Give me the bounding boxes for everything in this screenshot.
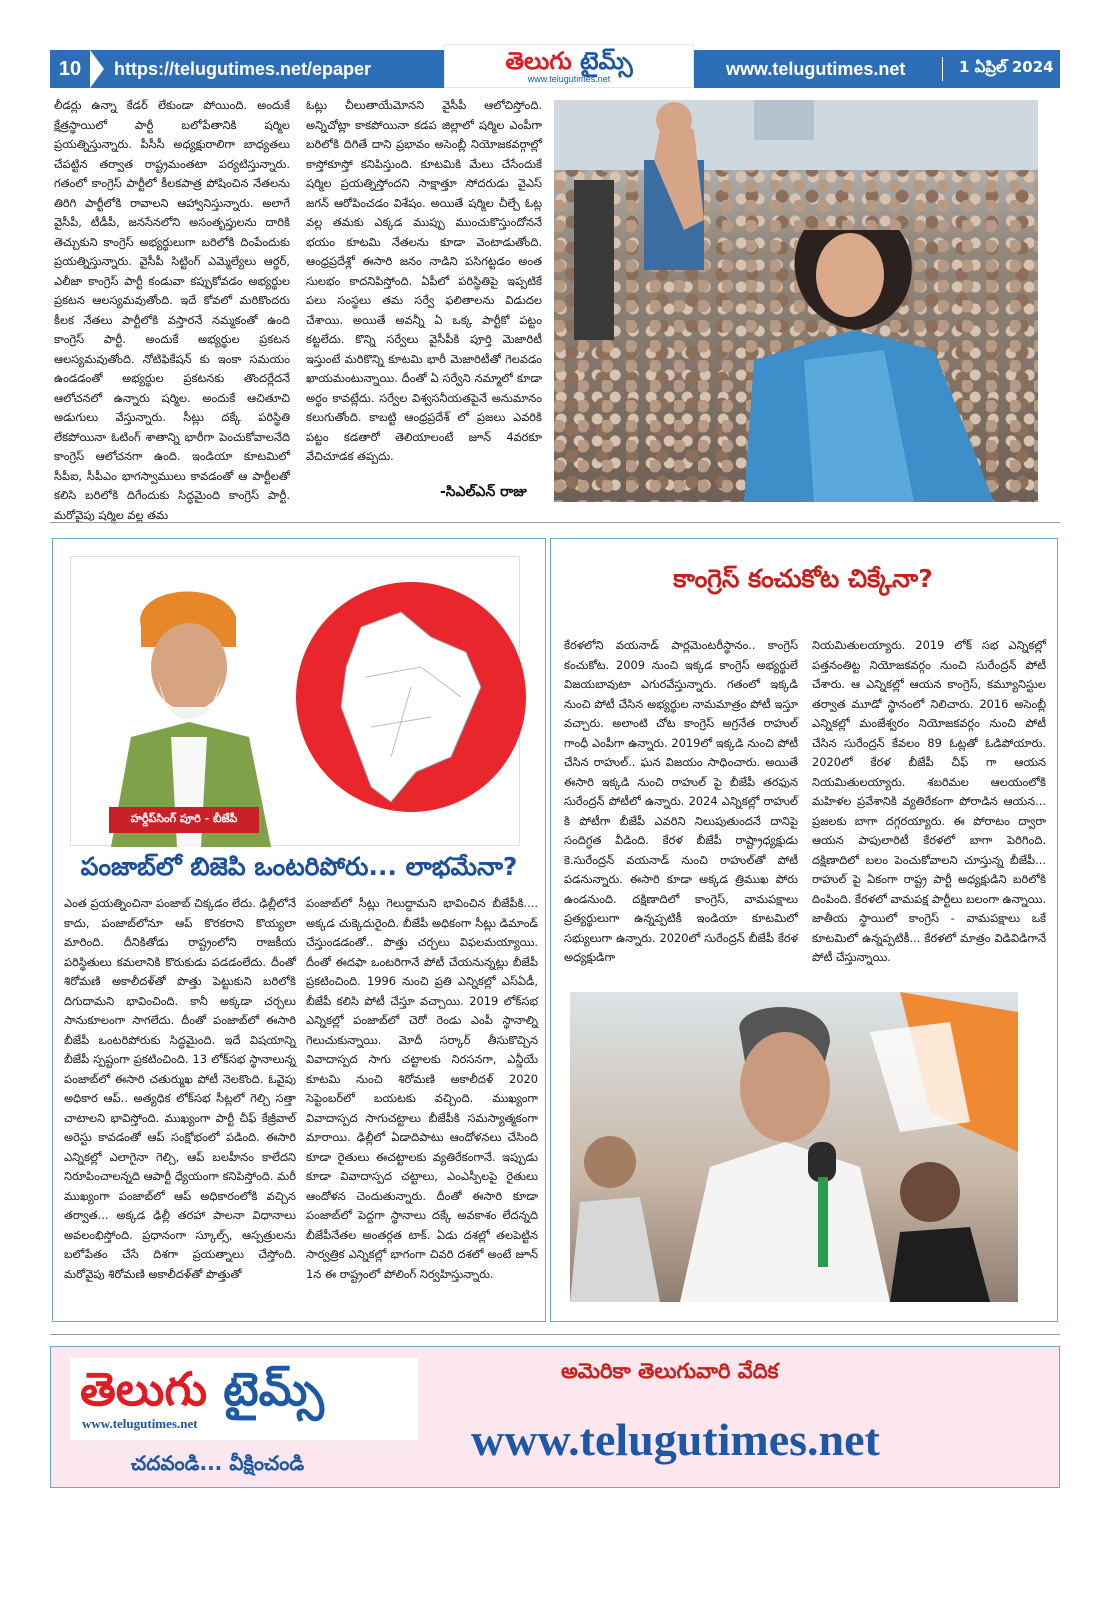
top-article-col2: ఓట్లు చీలుతాయేమోనని వైసీపీ ఆలోచిస్తోంది. అన్నిచోట్లా కాకపోయినా కడప జిల్లాలో షర్మిల ఎంపీగా బరిలోకి దిగితే దాని ప్రభావం అసెంబ్లీ నియోజకవర్గాల్లో కాస్తోకూస్తో కనిపిస్తుంది. కూటమికి మేలు చేసేందుకే షర్మిల ప్రయత్నిస్తోందని సాక్షాత్తూ సోదరుడు వైఎస్ జగన్ ఆరోపించడం విశేషం. అయితే షర్మిల చీల్చే ఓట్ల వల్ల తమకు ఎక్కడ ముప్పు ముంచుకొస్తుందోననే భయం కూటమి నేతలను కూడా వెంటాడుతోంది. ఆంధ్రప్రదేశ్లో ఈసారి జనం నాడిని పసిగట్టడం అంత సులభం కాదనిపిస్తోంది. ఏపీలో పరిస్థితిపై ఇప్పటికే పలు సంస్థలు తమ సర్వే ఫలితాలను విడుదల చేశాయి. అయితే అవన్నీ ఏ ఒక్క పార్టీకో పట్టం కట్టలేదు. కొన్ని సర్వేలు వైసీపీకి పూర్తి మెజారిటీ ఇస్తుంటే మరికొన్ని కూటమి భారీ మెజారిటీతో గెలవడం ఖాయమంటున్నాయి. దీంతో ఏ సర్వేని నమ్మాలో కూడా అర్థం కావట్లేదు. సర్వేల విశ్వసనీయతపైనే అనుమానం కలుగుతోంది. కాబట్టి ఆంధ్రప్రదేశ్ లో ప్రజలు ఎవరికి పట్టం కడతారో తెలియాలంటే జూన్ 4వరకూ వేచిచూడక తప్పదు. bbox=[306, 98, 542, 463]
ad-url[interactable]: www.telugutimes.net bbox=[471, 1414, 880, 1465]
punjab-graphic bbox=[70, 556, 520, 846]
logo-tagline: www.telugutimes.net bbox=[527, 74, 611, 84]
section-divider bbox=[50, 522, 1060, 523]
ad-logo bbox=[69, 1357, 419, 1441]
logo-red-text: తెలుగు bbox=[505, 47, 572, 75]
header-divider bbox=[942, 57, 943, 81]
ad-logo-url: www.telugutimes.net bbox=[82, 1416, 198, 1431]
chevron-right-icon bbox=[90, 50, 104, 88]
punjab-col2: పంజాబ్‌లో సీట్లు గెలుద్దామని భావించిన బీజేపీకి.... అక్కడ చుక్కెదురైంది. బీజేపీ అధికంగా సీట్లు డిమాండ్ చేస్తుండడంతో.. పొత్తు చర్చలు విఫలమయ్యాయి. దీంతో ఈదఫా ఒంటరిగానే పోటీ చేయనున్నట్లు బీజేపీ ప్రకటించింది. 1996 నుంచి ప్రతి ఎన్నికల్లో ఎస్ఏడీ, బీజేపీ కలిసి పోటీ చేస్తూ వచ్చాయి. 2019 లోక్‌సభ ఎన్నికల్లో పంజాబ్‌లో చెరో రెండు ఎంపీ స్థానాల్ని గెలుచుకున్నాయి. మోదీ సర్కార్ తీసుకొచ్చిన వివాదాస్పద సాగు చట్టాలకు నిరసనగా, ఎన్డీయే కూటమి నుంచి శిరోమణి అకాలీదళ్ 2020 సెప్టెంబర్‌లో బయటకు వచ్చింది. ముఖ్యంగా వివాదాస్పద సాగుచట్టాలు బీజేపీకి సమస్యాత్మకంగా మారాయి. ఢిల్లీలో ఏడాదిపాటు ఆందోళనలు చేసింది కూడా రైతులు ఈచట్టాలకు వ్యతిరేకంగానే. ఇప్పుడు కూడా వివాదాస్పద చట్టాలు, ఎంఎస్పీలపై రైతులు ఆందోళన చెందుతున్నారు. దీంతో ఈసారి కూడా పంజాబ్‌లో పెద్దగా స్థానాలు దక్కే అవకాశం లేదన్నది బీజేపీనేతల అంతర్గత టాక్. ఏడు దశల్లో తలపెట్టిన సార్వత్రిక ఎన్నికల్లో భాగంగా చివరి దశలో అంటే జూన్ 1న ఈ రాష్ట్రంలో పోలింగ్ నిర్వహిస్తున్నారు. bbox=[306, 896, 538, 1281]
photo-caption: హర్దీప్‌సింగ్ పూరి - బీజేపీ bbox=[109, 807, 259, 833]
ad-heading: అమెరికా తెలుగువారి వేదిక bbox=[561, 1359, 779, 1383]
page-header bbox=[50, 47, 1060, 88]
footer-divider bbox=[50, 1334, 1060, 1335]
issue-date: 1 ఏప్రిల్ 2024 bbox=[959, 58, 1054, 76]
rally-photo bbox=[554, 100, 1038, 502]
ad-logo-blue: టైమ్స్ bbox=[223, 1362, 324, 1416]
punjab-col1: ఎంత ప్రయత్నించినా పంజాబ్ చిక్కడం లేదు. ఢిల్లీలోనే కాదు, పంజాబ్‌లోనూ ఆప్ కొరకరాని కొయ్యలా మారింది. దీనికితోడు రాష్ట్రంలోని రాజకీయ పరిస్థితులు కమలానికి కొరుకుడు పడడంలేదు. దీంతో శిరోమణి అకాలీదళ్‌తో పొత్తు పెట్టుకుని బరిలోకి దిగుదామని భావించింది. కానీ అక్కడా చర్చలు సానుకూలంగా సాగలేదు. దీంతో పంజాబ్‌లో ఈసారి బీజేపీ ఒంటరిపోరుకు సిద్ధమైంది. ఇదే విషయాన్ని బీజేపీ స్పష్టంగా ప్రకటించింది. 13 లోక్‌సభ స్థానాలున్న పంజాబ్‌లో ఈసారి చతుర్ముఖ పోటీ నెలకొంది. ఓవైపు అధికార ఆప్.. అత్యధిక లోక్‌సభ సీట్లలో గెల్చి సత్తా చాటాలని భావిస్తోంది. ముఖ్యంగా పార్టీ చీఫ్ కేజ్రీవాల్ అరెస్టు కావడంతో ఆప్ సంక్షోభంలో పడింది. ఈసారి ఎన్నికల్లో ఎలాగైనా గెల్చి, ఆప్ బలహీనం కాలేదని నిరూపించాలన్నది ఆపార్టీ ధ్యేయంగా కనిపిస్తోంది. మరీ ముఖ్యంగా పంజాబ్‌లో ఆప్ అధికారంలోకి వచ్చిన తర్వాత... అక్కడ ఢిల్లీ తరహా పాలనా విధానాలు అవలంభిస్తోంది. ప్రధానంగా స్కూల్స్, ఆస్పత్రులను బలోపేతం చేసే దిశగా ప్రయత్నాలు చేస్తోంది. మరోవైపు శిరోమణి అకాలీదళ్‌తో పొత్తుతో bbox=[64, 896, 296, 1281]
kerala-headline: కాంగ్రెస్ కంచుకోట చిక్కేనా? bbox=[673, 564, 933, 593]
top-article-col1: లీడర్లు ఉన్నా కేడర్ లేకుండా పోయింది. అందుకే క్షేత్రస్థాయిలో పార్టీ బలోపేతానికి షర్మిల ప్రయత్నిస్తున్నారు. పీసీసీ అధ్యక్షురాలిగా బాధ్యతలు చేపట్టిన తర్వాత రాష్ట్రమంతటా పర్యటిస్తున్నారు. గతంలో కాంగ్రెస్ పార్టీలో కీలకపాత్ర పోషించిన నేతలను తిరిగి పార్టీలోకి రావాలని ఆహ్వానిస్తున్నారు. అలాగే వైసీపీ, టీడీపీ, జనసేనలోని అసంతృప్తులను దారికి తెచ్చుకుని కాంగ్రెస్ అభ్యర్థులుగా బరిలోకి దింపేందుకు ప్రయత్నిస్తున్నారు. వైసీపీ సిట్టింగ్ ఎమ్మెల్యేలు ఆర్థర్, ఎలీజా కాంగ్రెస్ పార్టీ కండువా కప్పుకోవడం అభ్యర్థుల ప్రకటన ఆలస్యమవుతోంది. ఇదే కోవలో మరికొందరు కీలక నేతలు పార్టీలోకి వస్తారనే నమ్మకంతో ఉంది కాంగ్రెస్ పార్టీ. అందుకే అభ్యర్థుల ప్రకటన ఆలస్యమవుతోంది. నోటిఫికేషన్ కు ఇంకా సమయం ఉండడంతో అభ్యర్థుల ప్రకటనకు తొందర్లేదనే ఆలోచనలో ఉన్నారు షర్మిల. అందుకే ఆచితూచి అడుగులు వేస్తున్నారు. సీట్లు దక్కే పరిస్థితి లేకపోయినా ఓటింగ్ శాతాన్ని భారీగా పెంచుకోవాలనేది కాంగ్రెస్ ఆలోచనగా ఉంది. ఇండియా కూటమిలో సీపీఐ, సీపీఎం భాగస్వాములు కావడంతో ఆ పార్టీలతో కలిసి బరిలోకి దిగేందుకు సిద్ధమైంది కాంగ్రెస్ పార్టీ. మరోవైపు షర్మిల వల్ల తమ bbox=[54, 98, 290, 522]
ad-tagline: చదవండి... వీక్షించండి bbox=[131, 1451, 305, 1475]
epaper-link[interactable]: https://telugutimes.net/epaper bbox=[114, 58, 372, 79]
ad-logo-red: తెలుగు bbox=[80, 1362, 208, 1416]
page-number: 10 bbox=[58, 57, 82, 80]
punjab-headline: పంజాబ్‌లో బిజెపి ఒంటరిపోరు... లాభమేనా? bbox=[80, 852, 518, 881]
kerala-col1: కేరళలోని వయనాడ్ పార్లమెంటరీస్థానం.. కాంగ్రెస్ కంచుకోట. 2009 నుంచి ఇక్కడ కాంగ్రెస్ అభ్యర్థులే విజయబావుటా ఎగురవేస్తున్నారు. గతంలో ఇక్కడి నుంచి పోటీ చేసిన అభ్యర్థుల నామమాత్రం పోటీ ఇస్తూ వచ్చారు. అలాంటి చోట కాంగ్రెస్ అగ్రనేత రాహుల్ గాంధీ ఎంపీగా ఉన్నారు. 2019లో ఇక్కడి నుంచి పోటీ చేసిన రాహుల్.. ఘన విజయం సాధించారు. అయితే ఈసారి ఇక్కడి నుంచి రాహుల్ పై బీజేపీ తరఫున సురేంద్రన్ పోటీలో ఉన్నారు. 2024 ఎన్నికల్లో రాహుల్ కి పోటీగా బీజేపీ ఎవరిని నిలుపుతుందనే దానిపై సందిగ్ధత వీడింది. కేరళ బీజేపీ రాష్ట్రాధ్యక్షుడు కె.సురేంద్రన్ వయనాడ్ నుంచి రాహుల్‌తో పోటీ పడనున్నారు. ఈసారి కూడా అక్కడ త్రిముఖ పోరు ఉండనుంది. దక్షిణాదిలో కాంగ్రెస్, వామపక్షాలు ప్రత్యర్థులుగా ఉన్నప్పటికీ ఇండియా కూటమిలో సభ్యులుగా ఉన్నారు. 2020లో సురేంద్రన్ బీజేపీ కేరళ అధ్యక్షుడిగా bbox=[564, 638, 798, 964]
site-link[interactable]: www.telugutimes.net bbox=[726, 58, 906, 79]
logo-blue-text: టైమ్స్ bbox=[580, 47, 633, 75]
kerala-col2: నియమితులయ్యారు. 2019 లోక్ సభ ఎన్నికల్లో పత్తనంతిట్ట నియోజకవర్గం నుంచి సురేంద్రన్ పోటీ చేశారు. ఆ ఎన్నికల్లో ఆయన కాంగ్రెస్, కమ్యూనిస్టుల తర్వాత మూడో స్థానంలో నిలిచారు. 2016 అసెంబ్లీ ఎన్నికల్లో మంజేశ్వరం నియోజకవర్గం నుంచి పోటీ చేసిన సురేంద్రన్ కేవలం 89 ఓట్లతో ఓడిపోయారు. 2020లో కేరళ బీజేపీ చీఫ్ గా ఆయన నియమితులయ్యారు. శబరిమల ఆలయంలోకి మహిళల ప్రవేశానికి వ్యతిరేకంగా పోరాడిన ఆయన... ప్రజలకు బాగా దగ్గరయ్యారు. ఈ పోరాటం ద్వారా ఆయన పాపులారిటీ కేరళలో బాగా పెరిగింది. దక్షిణాదిలో బలం పెంచుకోవాలని చూస్తున్న బీజేపీ... రాహుల్ పై ఏకంగా రాష్ట్ర పార్టీ అధ్యక్షుడిని బరిలోకి దింపింది. కేరళలో వామపక్ష పార్టీలు బలంగా ఉన్నాయి. జాతీయ స్థాయిలో కాంగ్రెస్ - వామపక్షాలు ఒకే కూటమిలో ఉన్నప్పటికీ... కేరళలో మాత్రం విడివిడిగానే పోటీ చేస్తున్నాయి. bbox=[812, 638, 1046, 964]
rahul-gandhi-photo bbox=[570, 992, 1018, 1302]
rally-illustration bbox=[554, 100, 1038, 502]
map-label: పంజాబ్ bbox=[380, 571, 414, 584]
article-byline: -సిఎల్ఎన్ రాజు bbox=[440, 484, 527, 500]
masthead-logo[interactable] bbox=[444, 44, 694, 88]
punjab-map-illustration bbox=[71, 557, 521, 847]
advertisement-banner[interactable] bbox=[50, 1346, 1060, 1488]
speaker-illustration bbox=[570, 992, 1018, 1302]
